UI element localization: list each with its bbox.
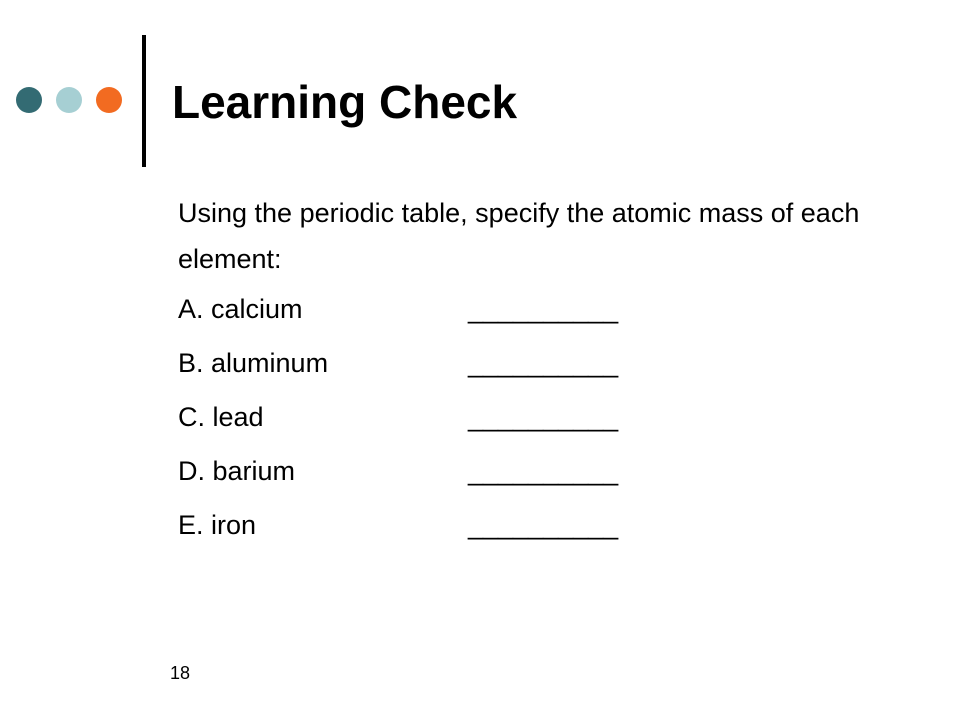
element-label: A. calcium: [178, 294, 303, 324]
dot-light-teal: [56, 87, 82, 113]
answer-blank: __________: [468, 348, 619, 378]
slide-title: Learning Check: [172, 76, 518, 128]
answer-blank: __________: [468, 510, 619, 540]
element-list: [178, 282, 938, 552]
list-item: [178, 336, 938, 390]
element-label: B. aluminum: [178, 348, 329, 378]
dot-dark-teal: [16, 87, 42, 113]
answer-blank: __________: [468, 456, 619, 486]
list-item: [178, 390, 938, 444]
list-item: [178, 444, 938, 498]
answer-blank: __________: [468, 294, 619, 324]
element-label: D. barium: [178, 456, 296, 486]
slide-body: [178, 190, 938, 552]
answer-blank: __________: [468, 402, 619, 432]
element-label: C. lead: [178, 402, 264, 432]
element-label: E. iron: [178, 510, 257, 540]
page-number: 18: [170, 663, 191, 683]
decorative-dots: [16, 87, 128, 115]
list-item: [178, 498, 938, 552]
list-item: [178, 282, 938, 336]
dot-orange: [96, 87, 122, 113]
title-divider: [142, 35, 146, 167]
instruction-text: Using the periodic table, specify the atomic mass of each element:: [178, 198, 860, 274]
